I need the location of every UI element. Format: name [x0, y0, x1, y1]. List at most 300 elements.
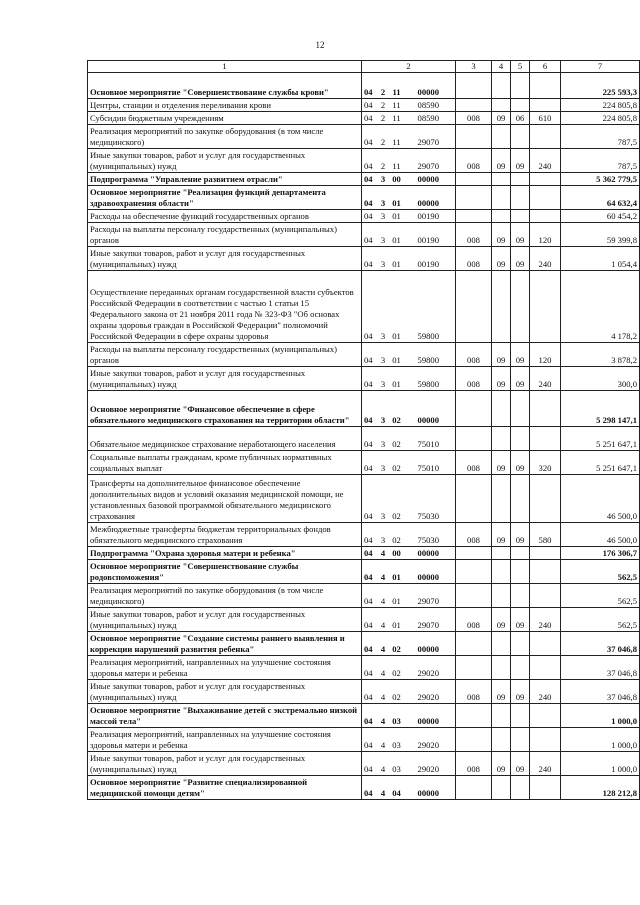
row-subsection-cell — [511, 125, 530, 149]
row-code-cell — [362, 560, 456, 584]
table-row — [88, 367, 640, 391]
row-grbs-cell — [456, 632, 492, 656]
code-part: 08590 — [417, 100, 439, 110]
code-part: 3 — [380, 235, 386, 245]
code-part: 00000 — [417, 572, 439, 582]
row-amount-cell: 46 500,0 — [561, 523, 640, 547]
row-section-cell — [492, 271, 511, 343]
row-grbs-cell: 008 — [456, 367, 492, 391]
row-name-cell: Реализация мероприятий по закупке оборудования (в том числе медицинского) — [88, 125, 362, 149]
row-name-cell: Иные закупки товаров, работ и услуг для государственных (муниципальных) нужд — [88, 608, 362, 632]
row-name-cell: Реализация мероприятий, направленных на улучшение состояния здоровья матери и ребенка — [88, 656, 362, 680]
row-code-cell — [362, 247, 456, 271]
row-amount-cell: 59 399,8 — [561, 223, 640, 247]
table-row — [88, 149, 640, 173]
row-subsection-cell: 09 — [511, 608, 530, 632]
row-subsection-cell — [511, 656, 530, 680]
column-header: 2 — [362, 61, 456, 73]
code-part: 29020 — [417, 764, 439, 774]
row-amount-cell: 562,5 — [561, 608, 640, 632]
code-part: 04 — [364, 331, 373, 341]
code-part: 29070 — [417, 161, 439, 171]
code-part: 00190 — [417, 211, 439, 221]
row-amount-cell: 1 000,0 — [561, 728, 640, 752]
code-part: 04 — [364, 174, 373, 184]
row-subsection-cell: 09 — [511, 680, 530, 704]
row-code-cell — [362, 728, 456, 752]
row-name-cell: Основное мероприятие "Совершенствование службы крови" — [88, 73, 362, 99]
row-subsection-cell — [511, 391, 530, 427]
table-row — [88, 632, 640, 656]
row-expense-type-cell: 610 — [530, 112, 561, 125]
row-subsection-cell — [511, 186, 530, 210]
row-expense-type-cell: 120 — [530, 343, 561, 367]
row-section-cell — [492, 547, 511, 560]
row-code-cell — [362, 391, 456, 427]
row-section-cell — [492, 173, 511, 186]
table-row — [88, 560, 640, 584]
row-grbs-cell — [456, 210, 492, 223]
table-row — [88, 680, 640, 704]
row-expense-type-cell — [530, 173, 561, 186]
row-expense-type-cell — [530, 186, 561, 210]
row-section-cell — [492, 210, 511, 223]
row-grbs-cell — [456, 99, 492, 112]
row-amount-cell: 5 298 147,1 — [561, 391, 640, 427]
code-part: 3 — [380, 259, 386, 269]
row-code-cell — [362, 125, 456, 149]
row-amount-cell: 5 251 647,1 — [561, 427, 640, 451]
row-name-cell: Обязательное медицинское страхование неработающего населения — [88, 427, 362, 451]
row-expense-type-cell — [530, 391, 561, 427]
row-name-cell: Межбюджетные трансферты бюджетам территориальных фондов обязательного медицинского страхования — [88, 523, 362, 547]
row-grbs-cell: 008 — [456, 752, 492, 776]
code-part: 02 — [392, 415, 401, 425]
code-part: 3 — [380, 355, 386, 365]
code-part: 04 — [364, 572, 373, 582]
code-part: 3 — [380, 511, 386, 521]
row-code-cell — [362, 343, 456, 367]
row-code-cell — [362, 752, 456, 776]
row-amount-cell: 37 046,8 — [561, 632, 640, 656]
row-amount-cell: 562,5 — [561, 560, 640, 584]
code-part: 02 — [392, 668, 401, 678]
row-code-cell — [362, 656, 456, 680]
code-part: 01 — [392, 355, 401, 365]
row-code-cell — [362, 73, 456, 99]
row-subsection-cell — [511, 475, 530, 523]
code-part: 04 — [364, 788, 373, 798]
table-row — [88, 391, 640, 427]
code-part: 00 — [392, 548, 401, 558]
code-part: 11 — [392, 161, 401, 171]
row-amount-cell: 5 362 779,5 — [561, 173, 640, 186]
row-name-cell: Подпрограмма "Управление развитием отрасли" — [88, 173, 362, 186]
row-section-cell: 09 — [492, 247, 511, 271]
code-part: 04 — [364, 548, 373, 558]
code-part: 3 — [380, 379, 386, 389]
row-expense-type-cell: 240 — [530, 680, 561, 704]
code-part: 08590 — [417, 113, 439, 123]
row-section-cell — [492, 776, 511, 800]
row-grbs-cell — [456, 704, 492, 728]
row-subsection-cell: 09 — [511, 752, 530, 776]
table-row — [88, 704, 640, 728]
row-grbs-cell: 008 — [456, 523, 492, 547]
code-part: 4 — [380, 788, 386, 798]
code-part: 04 — [364, 161, 373, 171]
table-row — [88, 584, 640, 608]
row-section-cell: 09 — [492, 367, 511, 391]
column-header: 6 — [530, 61, 561, 73]
row-grbs-cell: 008 — [456, 247, 492, 271]
code-part: 04 — [364, 259, 373, 269]
row-section-cell: 09 — [492, 149, 511, 173]
row-code-cell — [362, 149, 456, 173]
row-code-cell — [362, 173, 456, 186]
code-part: 04 — [364, 355, 373, 365]
code-part: 29020 — [417, 740, 439, 750]
column-header: 4 — [492, 61, 511, 73]
code-part: 01 — [392, 379, 401, 389]
row-section-cell: 09 — [492, 343, 511, 367]
code-part: 3 — [380, 198, 386, 208]
table-row — [88, 99, 640, 112]
code-part: 75030 — [417, 511, 439, 521]
row-section-cell — [492, 186, 511, 210]
row-amount-cell: 787,5 — [561, 149, 640, 173]
row-section-cell — [492, 728, 511, 752]
row-name-cell: Иные закупки товаров, работ и услуг для государственных (муниципальных) нужд — [88, 752, 362, 776]
column-header: 5 — [511, 61, 530, 73]
code-part: 3 — [380, 415, 386, 425]
row-expense-type-cell: 240 — [530, 149, 561, 173]
code-part: 29020 — [417, 692, 439, 702]
code-part: 02 — [392, 692, 401, 702]
row-name-cell: Основное мероприятие "Совершенствование службы родовспоможения" — [88, 560, 362, 584]
code-part: 00000 — [417, 788, 439, 798]
table-row — [88, 547, 640, 560]
row-subsection-cell — [511, 584, 530, 608]
code-part: 59800 — [417, 331, 439, 341]
row-section-cell — [492, 560, 511, 584]
code-part: 01 — [392, 331, 401, 341]
row-section-cell: 09 — [492, 608, 511, 632]
row-section-cell: 09 — [492, 223, 511, 247]
row-name-cell: Расходы на обеспечение функций государственных органов — [88, 210, 362, 223]
row-name-cell: Реализация мероприятий по закупке оборудования (в том числе медицинского) — [88, 584, 362, 608]
code-part: 04 — [364, 668, 373, 678]
row-amount-cell: 46 500,0 — [561, 475, 640, 523]
table-row — [88, 223, 640, 247]
code-part: 2 — [380, 87, 386, 97]
table-row — [88, 271, 640, 343]
row-code-cell — [362, 186, 456, 210]
row-expense-type-cell — [530, 584, 561, 608]
code-part: 29070 — [417, 596, 439, 606]
row-subsection-cell — [511, 547, 530, 560]
code-part: 00000 — [417, 644, 439, 654]
row-code-cell — [362, 99, 456, 112]
code-part: 04 — [364, 235, 373, 245]
code-part: 03 — [392, 740, 401, 750]
row-amount-cell: 37 046,8 — [561, 656, 640, 680]
table-row — [88, 73, 640, 99]
row-section-cell — [492, 475, 511, 523]
row-grbs-cell — [456, 475, 492, 523]
row-name-cell: Иные закупки товаров, работ и услуг для государственных (муниципальных) нужд — [88, 149, 362, 173]
row-subsection-cell: 09 — [511, 343, 530, 367]
row-expense-type-cell — [530, 271, 561, 343]
row-name-cell: Иные закупки товаров, работ и услуг для государственных (муниципальных) нужд — [88, 367, 362, 391]
row-name-cell: Иные закупки товаров, работ и услуг для государственных (муниципальных) нужд — [88, 680, 362, 704]
code-part: 29020 — [417, 668, 439, 678]
row-name-cell: Расходы на выплаты персоналу государственных (муниципальных) органов — [88, 343, 362, 367]
code-part: 02 — [392, 511, 401, 521]
code-part: 3 — [380, 463, 386, 473]
row-section-cell: 09 — [492, 112, 511, 125]
code-part: 4 — [380, 548, 386, 558]
row-name-cell: Осуществление переданных органам государственной власти субъектов Российской Федерации в соответствии с частью 1 статьи 15 Федерального закона от 21 ноября 2011 года № 323-ФЗ "Об основах охраны здоровья граждан в Российской Федерации" полномочий Российской Федерации в сфере охраны здоровья — [88, 271, 362, 343]
row-section-cell — [492, 584, 511, 608]
code-part: 75010 — [417, 463, 439, 473]
row-grbs-cell — [456, 186, 492, 210]
row-expense-type-cell — [530, 125, 561, 149]
row-grbs-cell: 008 — [456, 451, 492, 475]
code-part: 4 — [380, 668, 386, 678]
row-grbs-cell — [456, 728, 492, 752]
code-part: 04 — [392, 788, 401, 798]
row-code-cell — [362, 584, 456, 608]
row-expense-type-cell: 240 — [530, 608, 561, 632]
code-part: 4 — [380, 620, 386, 630]
row-section-cell: 09 — [492, 752, 511, 776]
code-part: 00000 — [417, 716, 439, 726]
code-part: 00000 — [417, 198, 439, 208]
code-part: 00190 — [417, 259, 439, 269]
row-expense-type-cell — [530, 73, 561, 99]
code-part: 04 — [364, 535, 373, 545]
row-grbs-cell — [456, 73, 492, 99]
table-row — [88, 608, 640, 632]
row-expense-type-cell — [530, 210, 561, 223]
row-section-cell: 09 — [492, 680, 511, 704]
row-name-cell: Основное мероприятие "Выхаживание детей с экстремально низкой массой тела" — [88, 704, 362, 728]
row-code-cell — [362, 210, 456, 223]
code-part: 04 — [364, 764, 373, 774]
row-section-cell: 09 — [492, 523, 511, 547]
code-part: 4 — [380, 692, 386, 702]
row-code-cell — [362, 271, 456, 343]
code-part: 04 — [364, 137, 373, 147]
row-subsection-cell — [511, 632, 530, 656]
row-grbs-cell — [456, 427, 492, 451]
row-amount-cell: 1 054,4 — [561, 247, 640, 271]
row-subsection-cell: 09 — [511, 223, 530, 247]
code-part: 00190 — [417, 235, 439, 245]
code-part: 01 — [392, 620, 401, 630]
row-grbs-cell: 008 — [456, 608, 492, 632]
row-subsection-cell — [511, 173, 530, 186]
row-expense-type-cell: 240 — [530, 247, 561, 271]
code-part: 04 — [364, 379, 373, 389]
code-part: 3 — [380, 331, 386, 341]
code-part: 2 — [380, 100, 386, 110]
row-section-cell: 09 — [492, 451, 511, 475]
table-row — [88, 343, 640, 367]
row-grbs-cell — [456, 776, 492, 800]
code-part: 4 — [380, 572, 386, 582]
row-code-cell — [362, 112, 456, 125]
row-grbs-cell: 008 — [456, 149, 492, 173]
code-part: 01 — [392, 235, 401, 245]
table-row — [88, 427, 640, 451]
code-part: 00000 — [417, 174, 439, 184]
row-amount-cell: 562,5 — [561, 584, 640, 608]
row-amount-cell: 4 178,2 — [561, 271, 640, 343]
code-part: 4 — [380, 740, 386, 750]
code-part: 04 — [364, 596, 373, 606]
code-part: 04 — [364, 415, 373, 425]
code-part: 04 — [364, 100, 373, 110]
column-header-row — [88, 61, 640, 73]
row-expense-type-cell — [530, 547, 561, 560]
row-amount-cell: 176 306,7 — [561, 547, 640, 560]
row-expense-type-cell — [530, 656, 561, 680]
row-code-cell — [362, 680, 456, 704]
row-code-cell — [362, 776, 456, 800]
row-grbs-cell: 008 — [456, 223, 492, 247]
row-expense-type-cell: 320 — [530, 451, 561, 475]
row-amount-cell: 128 212,8 — [561, 776, 640, 800]
code-part: 02 — [392, 535, 401, 545]
row-grbs-cell — [456, 391, 492, 427]
row-subsection-cell — [511, 210, 530, 223]
row-subsection-cell — [511, 427, 530, 451]
row-name-cell: Центры, станции и отделения переливания крови — [88, 99, 362, 112]
row-grbs-cell — [456, 173, 492, 186]
code-part: 75010 — [417, 439, 439, 449]
code-part: 11 — [392, 87, 401, 97]
column-header: 3 — [456, 61, 492, 73]
row-expense-type-cell: 240 — [530, 752, 561, 776]
row-subsection-cell — [511, 73, 530, 99]
row-code-cell — [362, 608, 456, 632]
code-part: 59800 — [417, 379, 439, 389]
code-part: 11 — [392, 113, 401, 123]
code-part: 04 — [364, 463, 373, 473]
row-section-cell — [492, 427, 511, 451]
table-row — [88, 656, 640, 680]
code-part: 00000 — [417, 548, 439, 558]
row-grbs-cell — [456, 547, 492, 560]
row-expense-type-cell — [530, 475, 561, 523]
column-header: 7 — [561, 61, 640, 73]
table-row — [88, 112, 640, 125]
code-part: 01 — [392, 596, 401, 606]
page-number: 12 — [315, 40, 325, 50]
table-row — [88, 247, 640, 271]
row-section-cell — [492, 99, 511, 112]
row-grbs-cell: 008 — [456, 680, 492, 704]
table-row — [88, 776, 640, 800]
row-expense-type-cell — [530, 560, 561, 584]
row-amount-cell: 60 454,2 — [561, 210, 640, 223]
row-subsection-cell: 09 — [511, 523, 530, 547]
row-amount-cell: 37 046,8 — [561, 680, 640, 704]
row-subsection-cell — [511, 776, 530, 800]
row-code-cell — [362, 704, 456, 728]
row-code-cell — [362, 367, 456, 391]
code-part: 3 — [380, 174, 386, 184]
row-subsection-cell: 09 — [511, 367, 530, 391]
budget-table — [87, 60, 640, 800]
row-expense-type-cell: 120 — [530, 223, 561, 247]
code-part: 01 — [392, 198, 401, 208]
code-part: 04 — [364, 692, 373, 702]
row-expense-type-cell — [530, 632, 561, 656]
code-part: 2 — [380, 113, 386, 123]
row-grbs-cell — [456, 560, 492, 584]
code-part: 04 — [364, 644, 373, 654]
row-amount-cell: 64 632,4 — [561, 186, 640, 210]
code-part: 01 — [392, 572, 401, 582]
code-part: 4 — [380, 644, 386, 654]
row-name-cell: Социальные выплаты гражданам, кроме публичных нормативных социальных выплат — [88, 451, 362, 475]
code-part: 04 — [364, 620, 373, 630]
code-part: 04 — [364, 511, 373, 521]
row-amount-cell: 225 593,3 — [561, 73, 640, 99]
row-grbs-cell — [456, 271, 492, 343]
code-part: 00000 — [417, 415, 439, 425]
table-row — [88, 752, 640, 776]
row-expense-type-cell — [530, 776, 561, 800]
row-expense-type-cell: 580 — [530, 523, 561, 547]
code-part: 3 — [380, 439, 386, 449]
row-subsection-cell: 09 — [511, 451, 530, 475]
row-name-cell: Реализация мероприятий, направленных на улучшение состояния здоровья матери и ребенка — [88, 728, 362, 752]
code-part: 75030 — [417, 535, 439, 545]
row-subsection-cell: 09 — [511, 149, 530, 173]
code-part: 02 — [392, 644, 401, 654]
code-part: 01 — [392, 259, 401, 269]
row-code-cell — [362, 223, 456, 247]
row-subsection-cell: 06 — [511, 112, 530, 125]
row-amount-cell: 1 000,0 — [561, 752, 640, 776]
table-row — [88, 728, 640, 752]
row-subsection-cell — [511, 560, 530, 584]
code-part: 4 — [380, 716, 386, 726]
row-expense-type-cell — [530, 99, 561, 112]
row-subsection-cell — [511, 728, 530, 752]
row-grbs-cell: 008 — [456, 343, 492, 367]
row-section-cell — [492, 704, 511, 728]
table-row — [88, 210, 640, 223]
code-part: 03 — [392, 764, 401, 774]
row-code-cell — [362, 475, 456, 523]
row-subsection-cell — [511, 99, 530, 112]
row-amount-cell: 224 805,8 — [561, 112, 640, 125]
code-part: 11 — [392, 137, 401, 147]
row-subsection-cell — [511, 704, 530, 728]
row-grbs-cell — [456, 125, 492, 149]
row-section-cell — [492, 125, 511, 149]
row-amount-cell: 224 805,8 — [561, 99, 640, 112]
table-row — [88, 475, 640, 523]
code-part: 4 — [380, 764, 386, 774]
row-name-cell: Подпрограмма "Охрана здоровья матери и ребенка" — [88, 547, 362, 560]
table-row — [88, 186, 640, 210]
